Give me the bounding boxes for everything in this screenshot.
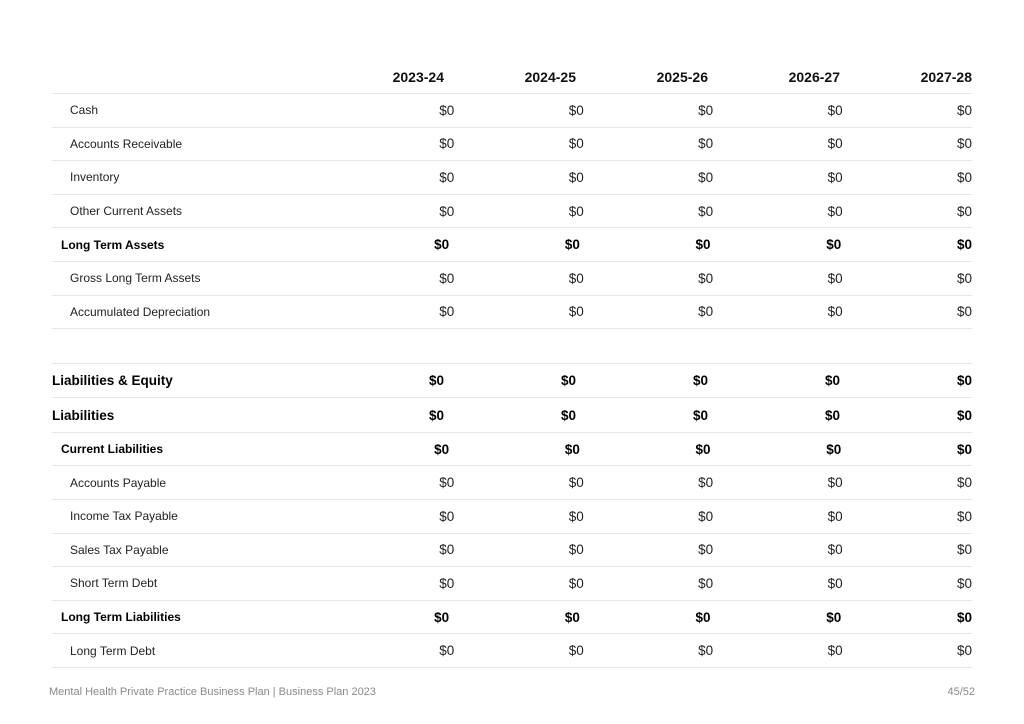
balance-sheet-table <box>52 56 972 668</box>
row-value: $0 <box>956 407 972 423</box>
row-value: $0 <box>568 102 584 118</box>
table-row <box>52 567 972 601</box>
row-value: $0 <box>564 441 580 457</box>
row-value: $0 <box>824 373 840 389</box>
row-value: $0 <box>439 475 455 491</box>
row-value: $0 <box>827 643 843 659</box>
row-value: $0 <box>826 441 842 457</box>
row-value: $0 <box>698 203 714 219</box>
row-value: $0 <box>956 575 973 591</box>
row-value: $0 <box>568 508 584 524</box>
row-value: $0 <box>434 441 450 457</box>
table-row <box>52 296 972 330</box>
row-value: $0 <box>434 237 450 253</box>
table-header-row <box>52 56 972 94</box>
row-label: Long Term Assets <box>61 237 165 252</box>
row-value: $0 <box>434 609 450 625</box>
row-value: $0 <box>439 575 455 591</box>
row-value: $0 <box>956 304 973 320</box>
row-value: $0 <box>698 270 714 286</box>
row-value: $0 <box>698 304 714 320</box>
column-header: 2025-26 <box>656 68 708 85</box>
row-label: Cash <box>70 103 99 118</box>
row-value: $0 <box>698 575 714 591</box>
row-value: $0 <box>956 270 973 286</box>
row-value: $0 <box>568 575 584 591</box>
row-value: $0 <box>568 203 584 219</box>
row-value: $0 <box>428 373 444 389</box>
table-body <box>52 94 972 668</box>
row-value: $0 <box>827 575 843 591</box>
row-value: $0 <box>439 643 455 659</box>
row-value: $0 <box>827 508 843 524</box>
table-row <box>52 94 972 128</box>
row-value: $0 <box>956 237 972 253</box>
row-label: Income Tax Payable <box>70 509 178 524</box>
table-row <box>52 601 972 635</box>
row-value: $0 <box>439 304 455 320</box>
row-value: $0 <box>568 136 584 152</box>
row-value: $0 <box>827 304 843 320</box>
row-value: $0 <box>824 407 840 423</box>
row-value: $0 <box>827 270 843 286</box>
row-value: $0 <box>956 508 973 524</box>
table-row <box>52 398 972 432</box>
row-value: $0 <box>439 203 455 219</box>
row-value: $0 <box>568 542 584 558</box>
table-spacer-row <box>52 329 972 364</box>
row-label: Inventory <box>70 170 120 185</box>
row-label: Gross Long Term Assets <box>70 271 201 286</box>
row-value: $0 <box>827 169 843 185</box>
row-value: $0 <box>698 136 714 152</box>
row-value: $0 <box>827 475 843 491</box>
table-row <box>52 128 972 162</box>
row-value: $0 <box>698 102 714 118</box>
row-value: $0 <box>439 542 455 558</box>
row-value: $0 <box>956 373 972 389</box>
row-value: $0 <box>956 441 972 457</box>
row-value: $0 <box>692 373 708 389</box>
column-header: 2027-28 <box>920 68 972 85</box>
row-value: $0 <box>564 609 580 625</box>
row-value: $0 <box>698 475 714 491</box>
page-footer <box>49 686 975 698</box>
row-label: Short Term Debt <box>70 576 158 591</box>
row-value: $0 <box>826 609 842 625</box>
column-header: 2023-24 <box>392 68 444 85</box>
table-row <box>52 500 972 534</box>
table-row <box>52 466 972 500</box>
row-value: $0 <box>568 304 584 320</box>
column-header: 2024-25 <box>524 68 576 85</box>
row-value: $0 <box>439 508 455 524</box>
row-label: Other Current Assets <box>70 204 183 219</box>
table-row <box>52 262 972 296</box>
row-value: $0 <box>827 102 843 118</box>
row-value: $0 <box>827 203 843 219</box>
row-value: $0 <box>568 475 584 491</box>
row-value: $0 <box>698 643 714 659</box>
table-row <box>52 364 972 398</box>
row-value: $0 <box>568 169 584 185</box>
table-row <box>52 634 972 668</box>
row-label: Sales Tax Payable <box>70 542 169 557</box>
row-value: $0 <box>827 542 843 558</box>
row-label: Long Term Debt <box>70 643 156 658</box>
table-row <box>52 433 972 467</box>
row-value: $0 <box>568 270 584 286</box>
row-value: $0 <box>560 407 576 423</box>
row-value: $0 <box>956 102 973 118</box>
row-value: $0 <box>956 542 973 558</box>
row-label: Liabilities & Equity <box>52 373 173 389</box>
row-label: Liabilities <box>52 407 115 423</box>
row-value: $0 <box>956 136 973 152</box>
row-value: $0 <box>439 102 455 118</box>
row-value: $0 <box>698 508 714 524</box>
row-label: Current Liabilities <box>61 442 164 457</box>
row-value: $0 <box>439 169 455 185</box>
row-label: Long Term Liabilities <box>61 610 181 624</box>
row-value: $0 <box>698 169 714 185</box>
row-label: Accounts Payable <box>70 475 167 490</box>
row-value: $0 <box>439 270 455 286</box>
footer-page-number: 45/52 <box>947 686 975 698</box>
table-row <box>52 534 972 568</box>
row-value: $0 <box>560 373 576 389</box>
row-value: $0 <box>956 475 973 491</box>
row-value: $0 <box>439 136 455 152</box>
row-value: $0 <box>956 609 972 625</box>
footer-document-title: Mental Health Private Practice Business Plan | Business Plan 2023 <box>49 686 376 698</box>
row-label: Accumulated Depreciation <box>70 304 211 319</box>
row-value: $0 <box>695 609 711 625</box>
row-value: $0 <box>956 203 973 219</box>
row-value: $0 <box>568 643 584 659</box>
row-value: $0 <box>695 237 711 253</box>
row-value: $0 <box>826 237 842 253</box>
table-row <box>52 161 972 195</box>
row-value: $0 <box>564 237 580 253</box>
table-row <box>52 228 972 262</box>
row-value: $0 <box>698 542 714 558</box>
row-value: $0 <box>428 407 444 423</box>
table-row <box>52 195 972 229</box>
row-value: $0 <box>692 407 708 423</box>
row-value: $0 <box>956 643 973 659</box>
row-value: $0 <box>695 441 711 457</box>
row-label: Accounts Receivable <box>70 136 183 151</box>
column-header: 2026-27 <box>788 68 840 85</box>
row-value: $0 <box>827 136 843 152</box>
row-value: $0 <box>956 169 973 185</box>
